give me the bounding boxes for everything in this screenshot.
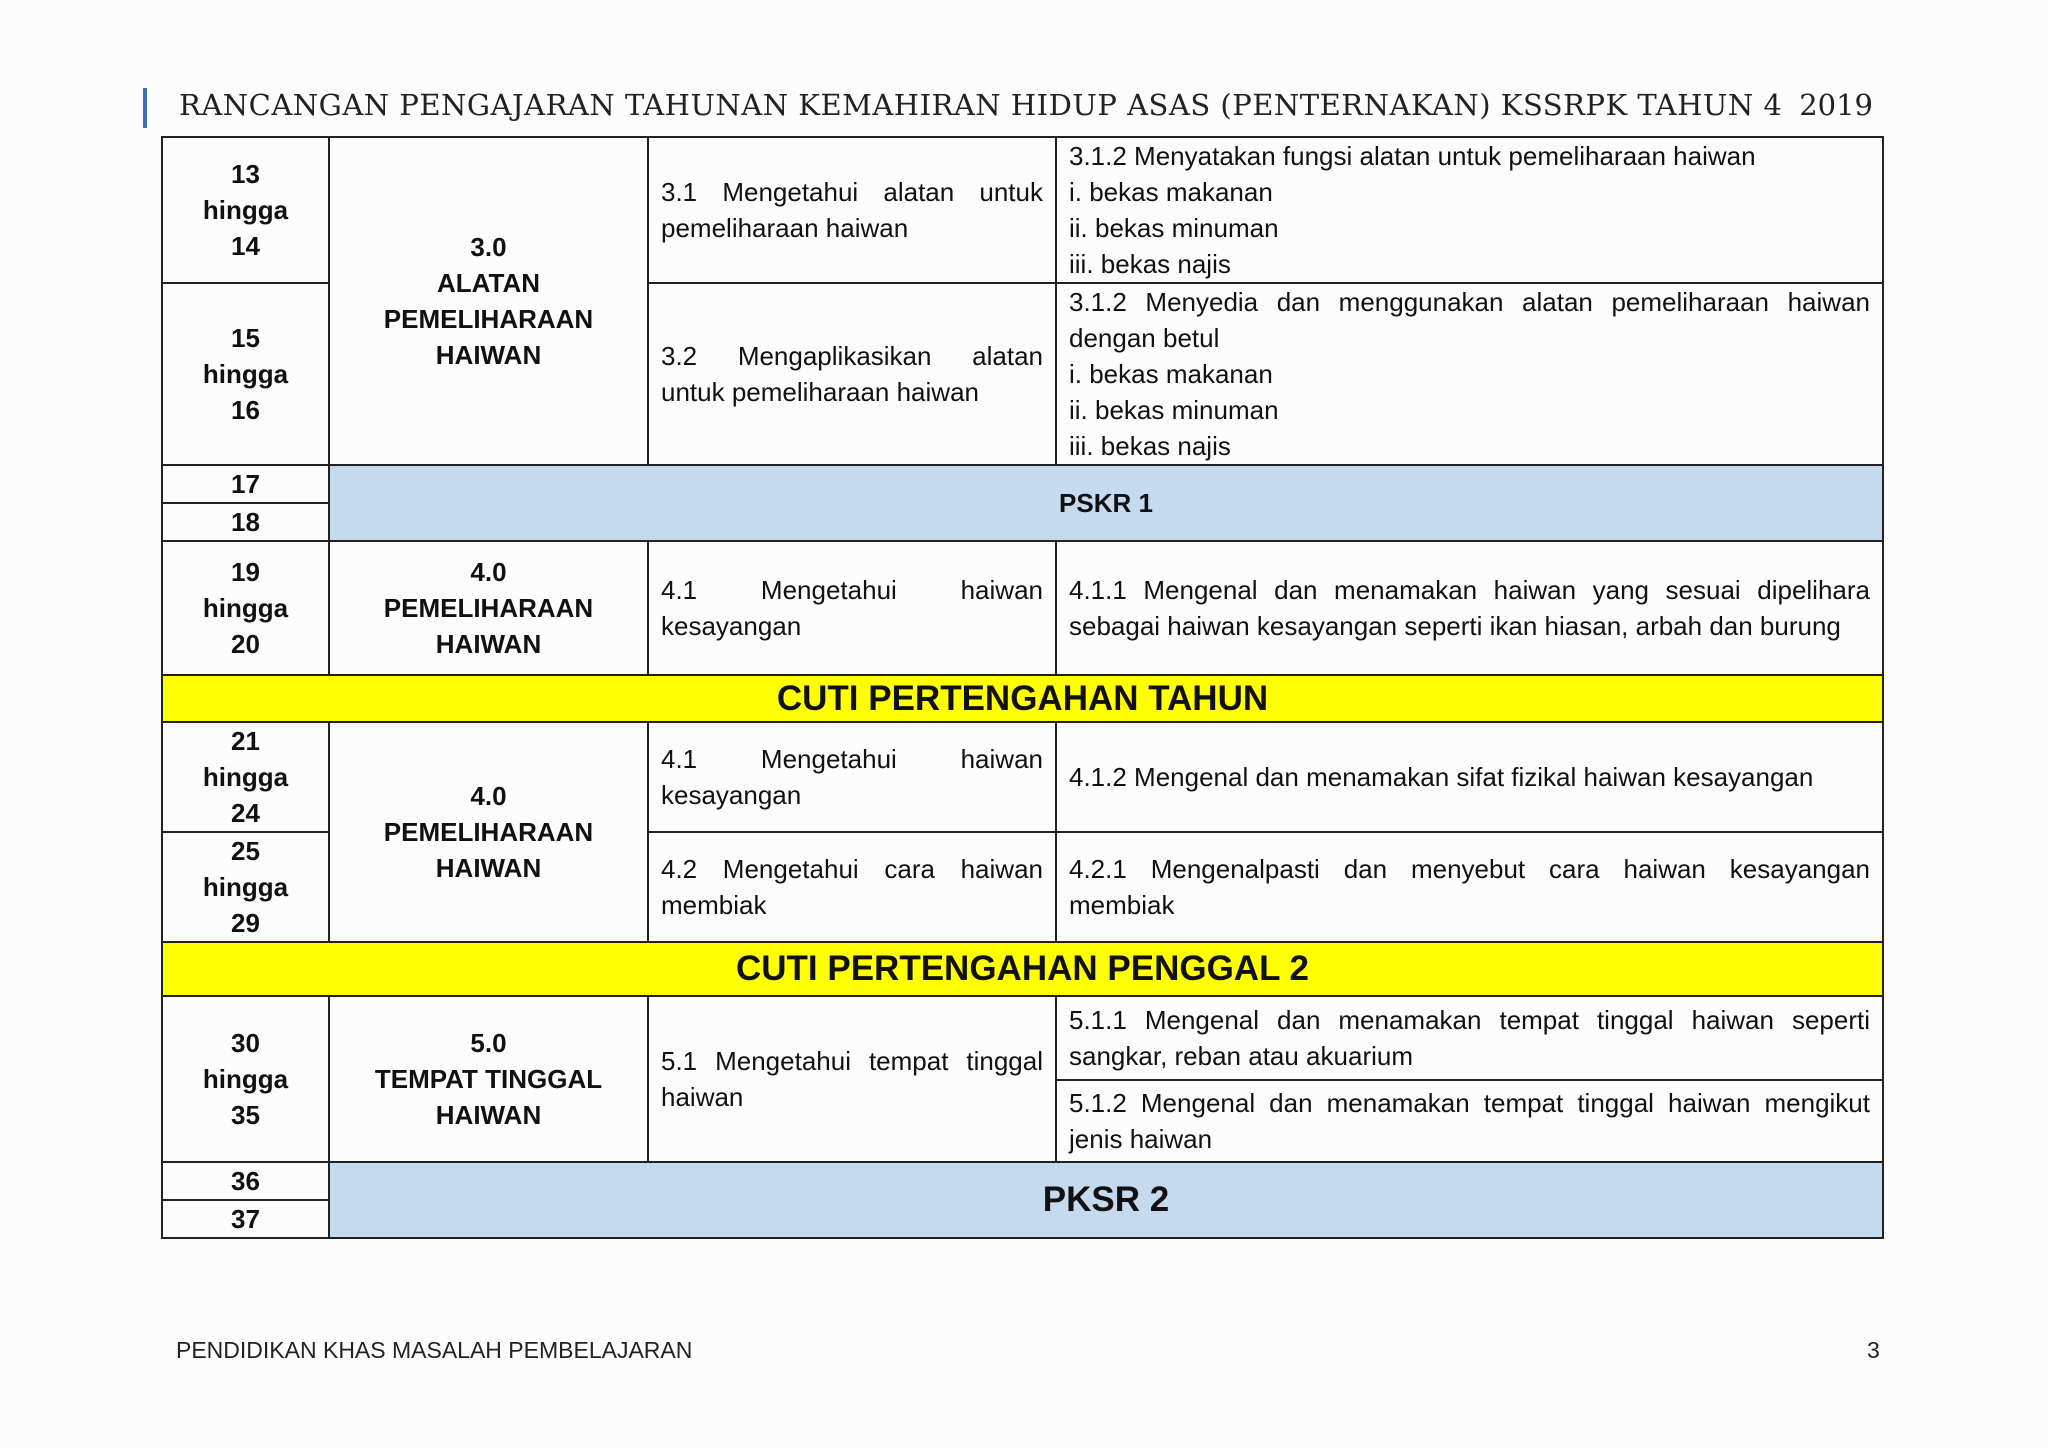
assessment-banner: PKSR 2 <box>329 1162 1883 1238</box>
outcome-line: sangkar, reban atau akuarium <box>1069 1041 1413 1071</box>
week-range-word: hingga <box>202 593 289 623</box>
week-number: 18 <box>162 503 329 541</box>
week-number: 21 <box>231 726 260 756</box>
topic-line: HAIWAN <box>435 1100 542 1130</box>
week-number: 14 <box>231 231 260 261</box>
outcome-line: 5.1.2 Mengenal dan menamakan tempat tinggal haiwan mengikut <box>1069 1088 1870 1118</box>
outcome-line: i. bekas makanan <box>1069 177 1273 207</box>
week-number: 24 <box>231 798 260 828</box>
week-range-word: hingga <box>202 195 289 225</box>
outcome-line: jenis haiwan <box>1069 1124 1213 1154</box>
standard-line: kesayangan <box>661 611 802 641</box>
topic-cell <box>329 137 648 465</box>
standard-line: 4.1 Mengetahui haiwan <box>661 744 1043 774</box>
outcome-line: 3.1.2 Menyatakan fungsi alatan untuk pemeliharaan haiwan <box>1069 141 1756 171</box>
standard-line: 3.1 Mengetahui alatan untuk <box>661 177 1043 207</box>
learning-outcome-cell <box>1056 541 1883 675</box>
outcome-line: 5.1.1 Mengenal dan menamakan tempat tinggal haiwan seperti <box>1069 1005 1870 1035</box>
week-number: 36 <box>162 1162 329 1200</box>
outcome-line: dengan betul <box>1069 323 1220 353</box>
week-number: 13 <box>231 159 260 189</box>
document-title: RANCANGAN PENGAJARAN TAHUNAN KEMAHIRAN HIDUP ASAS (PENTERNAKAN) KSSRPK TAHUN 4 <box>179 88 1783 122</box>
page-header <box>143 88 1873 128</box>
week-cell <box>162 137 329 283</box>
table-row <box>162 675 1883 722</box>
topic-number: 4.0 <box>470 557 507 587</box>
outcome-line: 4.1.2 Mengenal dan menamakan sifat fizikal haiwan kesayangan <box>1069 762 1814 792</box>
outcome-line: iii. bekas najis <box>1069 431 1231 461</box>
table-row <box>162 541 1883 675</box>
week-range-word: hingga <box>202 359 289 389</box>
topic-line: PEMELIHARAAN <box>383 593 594 623</box>
week-range-word: hingga <box>202 872 289 902</box>
week-range-word: hingga <box>202 1064 289 1094</box>
week-number: 20 <box>231 629 260 659</box>
topic-number: 3.0 <box>470 232 507 262</box>
topic-cell <box>329 722 648 942</box>
week-number: 25 <box>231 836 260 866</box>
learning-outcome-cell <box>1056 1080 1883 1162</box>
topic-line: PEMELIHARAAN <box>383 304 594 334</box>
table-row <box>162 137 1883 283</box>
outcome-line: 4.2.1 Mengenalpasti dan menyebut cara haiwan kesayangan <box>1069 854 1870 884</box>
week-number: 16 <box>231 395 260 425</box>
page-number: 3 <box>1867 1337 1880 1363</box>
topic-line: HAIWAN <box>435 629 542 659</box>
topic-number: 5.0 <box>470 1028 507 1058</box>
table-row <box>162 722 1883 832</box>
content-standard-cell <box>648 832 1056 942</box>
lesson-plan-table <box>161 136 1884 1239</box>
topic-number: 4.0 <box>470 781 507 811</box>
learning-outcome-cell <box>1056 137 1883 283</box>
table-row <box>162 942 1883 996</box>
week-cell <box>162 722 329 832</box>
learning-outcome-cell <box>1056 722 1883 832</box>
standard-line: untuk pemeliharaan haiwan <box>661 377 979 407</box>
outcome-line: ii. bekas minuman <box>1069 395 1279 425</box>
holiday-banner: CUTI PERTENGAHAN TAHUN <box>162 675 1883 722</box>
week-number: 35 <box>231 1100 260 1130</box>
topic-line: HAIWAN <box>435 340 542 370</box>
week-cell <box>162 541 329 675</box>
table-row <box>162 465 1883 503</box>
week-number: 19 <box>231 557 260 587</box>
standard-line: kesayangan <box>661 780 802 810</box>
outcome-line: 4.1.1 Mengenal dan menamakan haiwan yang sesuai dipelihara <box>1069 575 1870 605</box>
week-cell <box>162 283 329 465</box>
standard-line: membiak <box>661 890 767 920</box>
standard-line: 4.1 Mengetahui haiwan <box>661 575 1043 605</box>
week-number: 29 <box>231 908 260 938</box>
topic-line: TEMPAT TINGGAL <box>374 1064 603 1094</box>
content-standard-cell <box>648 541 1056 675</box>
table-row <box>162 996 1883 1080</box>
topic-line: PEMELIHARAAN <box>383 817 594 847</box>
table-row <box>162 1162 1883 1200</box>
standard-line: 4.2 Mengetahui cara haiwan <box>661 854 1043 884</box>
learning-outcome-cell <box>1056 996 1883 1080</box>
learning-outcome-cell <box>1056 283 1883 465</box>
topic-cell <box>329 996 648 1162</box>
holiday-banner: CUTI PERTENGAHAN PENGGAL 2 <box>162 942 1883 996</box>
outcome-line: i. bekas makanan <box>1069 359 1273 389</box>
content-standard-cell <box>648 283 1056 465</box>
week-number: 37 <box>162 1200 329 1238</box>
topic-cell <box>329 541 648 675</box>
outcome-line: membiak <box>1069 890 1175 920</box>
document-year: 2019 <box>1799 88 1873 122</box>
standard-line: 5.1 Mengetahui tempat tinggal <box>661 1046 1043 1076</box>
topic-line: ALATAN <box>436 268 540 298</box>
footer-department: PENDIDIKAN KHAS MASALAH PEMBELAJARAN <box>176 1337 693 1363</box>
content-standard-cell <box>648 137 1056 283</box>
outcome-line: iii. bekas najis <box>1069 249 1231 279</box>
outcome-line: ii. bekas minuman <box>1069 213 1279 243</box>
standard-line: haiwan <box>661 1082 744 1112</box>
week-number: 15 <box>231 323 260 353</box>
outcome-line: sebagai haiwan kesayangan seperti ikan hiasan, arbah dan burung <box>1069 611 1841 641</box>
week-cell <box>162 832 329 942</box>
outcome-line: 3.1.2 Menyedia dan menggunakan alatan pemeliharaan haiwan <box>1069 287 1870 317</box>
week-number: 17 <box>162 465 329 503</box>
week-number: 30 <box>231 1028 260 1058</box>
topic-line: HAIWAN <box>435 853 542 883</box>
standard-line: 3.2 Mengaplikasikan alatan <box>661 341 1043 371</box>
content-standard-cell <box>648 996 1056 1162</box>
week-range-word: hingga <box>202 762 289 792</box>
content-standard-cell <box>648 722 1056 832</box>
standard-line: pemeliharaan haiwan <box>661 213 909 243</box>
learning-outcome-cell <box>1056 832 1883 942</box>
week-cell <box>162 996 329 1162</box>
assessment-banner: PSKR 1 <box>329 465 1883 541</box>
